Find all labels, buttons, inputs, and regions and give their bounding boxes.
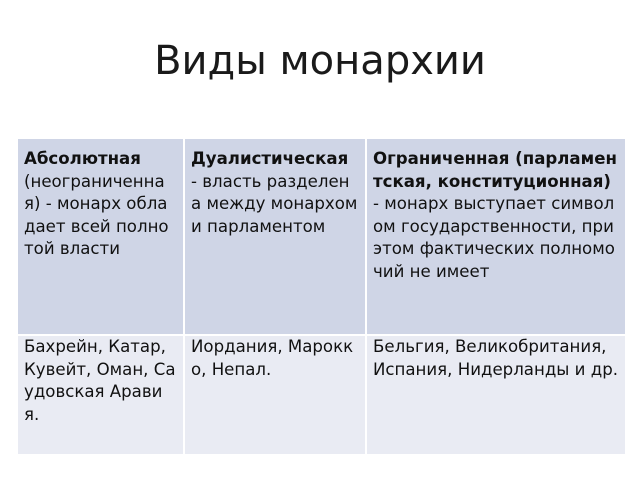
term-dualistic: Дуалистическая: [191, 149, 349, 168]
definition-dualistic: - власть разделена между монархом и парламентом: [191, 171, 358, 236]
definition-limited: - монарх выступает символом государственности, при этом фактических полномочий не имеет: [373, 194, 615, 281]
term-absolute: Абсолютная: [24, 149, 141, 168]
slide-title: Виды монархии: [154, 38, 486, 84]
examples-absolute: Бахрейн, Катар, Кувейт, Оман, Саудовская Аравия.: [17, 335, 184, 455]
cell-limited: [366, 138, 626, 335]
examples-limited: Бельгия, Великобритания, Испания, Нидерланды и др.: [366, 335, 626, 455]
cell-dualistic: [184, 138, 366, 335]
definition-absolute: (неограниченная) - монарх обладает всей полнотой власти: [24, 171, 169, 258]
examples-dualistic: Иордания, Марокко, Непал.: [184, 335, 366, 455]
table-row-types: [17, 138, 626, 335]
monarchy-types-table: [16, 137, 627, 456]
cell-absolute: [17, 138, 184, 335]
term-limited: Ограниченная (парламентская, конституционная): [373, 149, 617, 191]
table-row-examples: [17, 335, 626, 455]
